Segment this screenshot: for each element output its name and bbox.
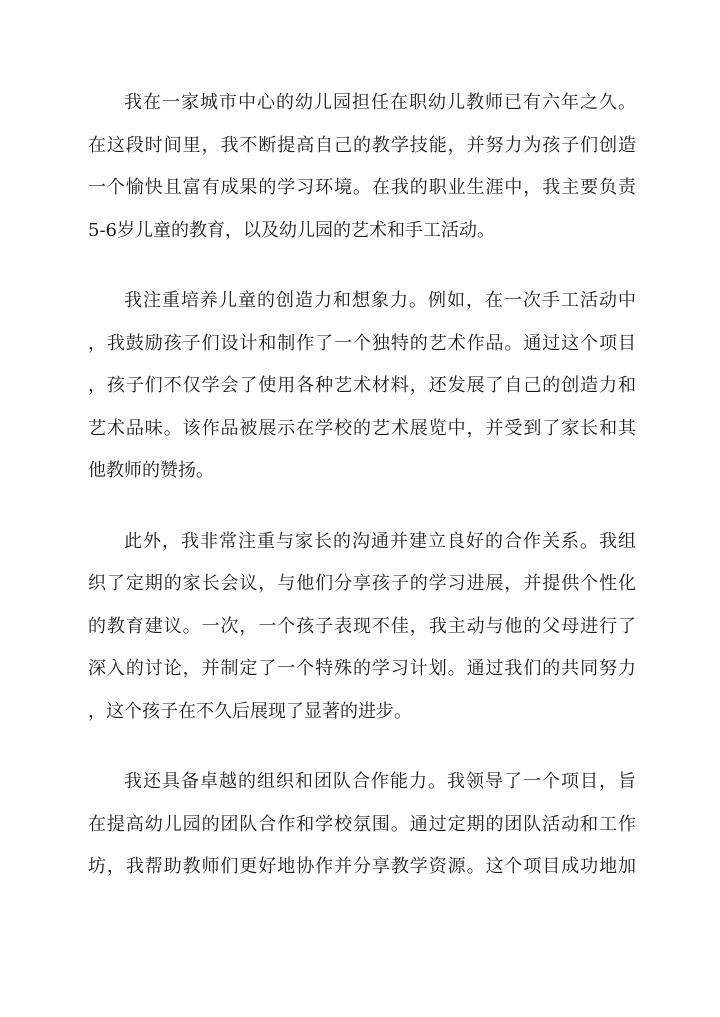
paragraph-line: 此外，我非常注重与家长的沟通并建立良好的合作关系。我组	[124, 530, 636, 552]
paragraph-line: 他教师的赞扬。	[88, 460, 214, 481]
paragraph-line: 5-6岁儿童的教育，以及幼儿园的艺术和手工活动。	[88, 219, 495, 241]
paragraph-line: 织了定期的家长会议，与他们分享孩子的学习进展，并提供个性化	[88, 573, 636, 594]
paragraph-line: ，我鼓励孩子们设计和制作了一个独特的艺术作品。通过这个项目	[88, 332, 636, 354]
paragraph-line: ，孩子们不仅学会了使用各种艺术材料，还发展了自己的创造力和	[88, 375, 636, 396]
paragraph-1	[88, 82, 636, 252]
paragraph-2	[88, 280, 636, 493]
paragraph-line: 的教育建议。一次，一个孩子表现不佳，我主动与他的父母进行了	[88, 615, 636, 637]
document-body	[88, 82, 636, 917]
paragraph-line: 我在一家城市中心的幼儿园担任在职幼儿教师已有六年之久。	[124, 92, 636, 113]
paragraph-line: 我还具备卓越的组织和团队合作能力。我领导了一个项目，旨	[124, 771, 636, 792]
paragraph-line: 坊，我帮助教师们更好地协作并分享教学资源。这个项目成功地加	[88, 856, 636, 877]
paragraph-4	[88, 761, 636, 889]
paragraph-3	[88, 521, 636, 734]
paragraph-line: 在这段时间里，我不断提高自己的教学技能，并努力为孩子们创造	[88, 134, 636, 156]
paragraph-line: ，这个孩子在不久后展现了显著的进步。	[88, 700, 412, 722]
paragraph-line: 深入的讨论，并制定了一个特殊的学习计划。通过我们的共同努力	[88, 658, 636, 679]
paragraph-line: 我注重培养儿童的创造力和想象力。例如，在一次手工活动中	[124, 290, 636, 311]
paragraph-line: 艺术品味。该作品被展示在学校的艺术展览中，并受到了家长和其	[88, 417, 636, 439]
paragraph-line: 一个愉快且富有成果的学习环境。在我的职业生涯中，我主要负责	[88, 177, 636, 198]
paragraph-line: 在提高幼儿园的团队合作和学校氛围。通过定期的团队活动和工作	[88, 813, 636, 835]
